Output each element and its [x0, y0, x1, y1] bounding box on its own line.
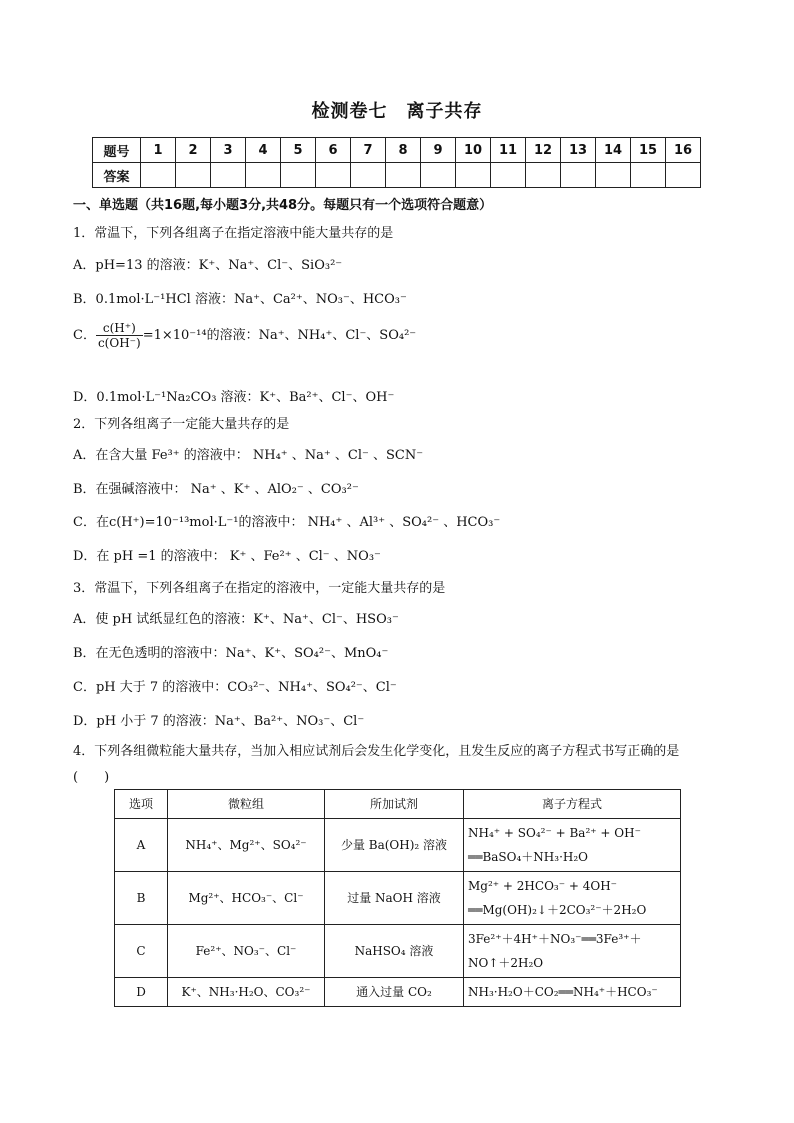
table-row	[115, 978, 681, 1007]
row-ionic-equation	[464, 925, 681, 978]
question-2-option-a: A．在含大量 Fe³⁺ 的溶液中： NH₄⁺ 、Na⁺ 、Cl⁻ 、SCN⁻	[73, 448, 424, 463]
equation-line-1: Mg²⁺ + 2HCO₃⁻ + 4OH⁻	[468, 879, 618, 893]
question-4-table	[114, 789, 681, 1007]
answer-cell[interactable]	[421, 163, 456, 188]
row-ionic-equation	[464, 978, 681, 1007]
answer-cell[interactable]	[666, 163, 701, 188]
row-option: B	[115, 872, 168, 925]
fraction-denominator: c(OH⁻)	[97, 336, 141, 350]
question-number-cell: 7	[351, 138, 386, 163]
answer-row	[93, 163, 701, 188]
row-reagent: NaHSO₄ 溶液	[325, 925, 464, 978]
question-number-cell: 9	[421, 138, 456, 163]
header-reagent: 所加试剂	[325, 790, 464, 819]
answer-cell[interactable]	[316, 163, 351, 188]
question-3-stem: 3．常温下，下列各组离子在指定的溶液中，一定能大量共存的是	[73, 581, 446, 596]
answer-cell[interactable]	[631, 163, 666, 188]
question-3-option-c: C．pH 大于 7 的溶液中：CO₃²⁻、NH₄⁺、SO₄²⁻、Cl⁻	[73, 680, 397, 695]
answer-cell[interactable]	[596, 163, 631, 188]
row-particle-group: NH₄⁺、Mg²⁺、SO₄²⁻	[168, 819, 325, 872]
page-title: 检测卷七 离子共存	[311, 101, 483, 122]
question-3-option-b: B．在无色透明的溶液中：Na⁺、K⁺、SO₄²⁻、MnO₄⁻	[73, 646, 389, 661]
answer-cell[interactable]	[491, 163, 526, 188]
answer-cell[interactable]	[246, 163, 281, 188]
question-number-cell: 6	[316, 138, 351, 163]
row-option: C	[115, 925, 168, 978]
answer-cell[interactable]	[526, 163, 561, 188]
row-particle-group: Fe²⁺、NO₃⁻、Cl⁻	[168, 925, 325, 978]
question-2-option-b: B．在强碱溶液中： Na⁺ 、K⁺ 、AlO₂⁻ 、CO₃²⁻	[73, 482, 359, 497]
answer-cell[interactable]	[281, 163, 316, 188]
row-reagent: 通入过量 CO₂	[325, 978, 464, 1007]
answer-cell[interactable]	[176, 163, 211, 188]
header-option: 选项	[115, 790, 168, 819]
equation-line-1: NH₄⁺ + SO₄²⁻ + Ba²⁺ + OH⁻	[468, 826, 641, 840]
row-label-answer: 答案	[93, 163, 141, 188]
question-2-option-c: C．在c(H⁺)=10⁻¹³mol·L⁻¹的溶液中： NH₄⁺ 、Al³⁺ 、SO₄²⁻ 、HCO₃⁻	[73, 515, 501, 530]
answer-cell[interactable]	[456, 163, 491, 188]
question-number-cell: 12	[526, 138, 561, 163]
question-3-option-a: A．使 pH 试纸显红色的溶液：K⁺、Na⁺、Cl⁻、HSO₃⁻	[73, 612, 399, 627]
question-number-cell: 3	[211, 138, 246, 163]
question-1-stem: 1．常温下，下列各组离子在指定溶液中能大量共存的是	[73, 226, 394, 241]
row-ionic-equation	[464, 819, 681, 872]
concentration-fraction	[96, 321, 143, 350]
question-number-cell: 2	[176, 138, 211, 163]
answer-cell[interactable]	[386, 163, 421, 188]
question-1-option-a: A．pH=13 的溶液：K⁺、Na⁺、Cl⁻、SiO₃²⁻	[73, 258, 343, 273]
question-number-cell: 1	[141, 138, 176, 163]
table-header-row	[115, 790, 681, 819]
question-number-row	[93, 138, 701, 163]
question-2-option-d: D．在 pH =1 的溶液中： K⁺ 、Fe²⁺ 、Cl⁻ 、NO₃⁻	[73, 549, 381, 564]
question-4-answer-parens: ( )	[73, 770, 110, 785]
equation-line-2: NO↑＋2H₂O	[468, 956, 544, 970]
answer-cell[interactable]	[351, 163, 386, 188]
equation-line-2: ══Mg(OH)₂↓＋2CO₃²⁻＋2H₂O	[468, 903, 647, 917]
table-row	[115, 819, 681, 872]
header-ionic-equation: 离子方程式	[464, 790, 681, 819]
row-reagent: 过量 NaOH 溶液	[325, 872, 464, 925]
answer-cell[interactable]	[561, 163, 596, 188]
question-number-cell: 15	[631, 138, 666, 163]
question-2-stem: 2．下列各组离子一定能大量共存的是	[73, 417, 290, 432]
table-row	[115, 872, 681, 925]
option-c-prefix: C．	[73, 328, 96, 343]
question-number-cell: 5	[281, 138, 316, 163]
section-heading: 一、单选题（共16题,每小题3分,共48分。每题只有一个选项符合题意）	[73, 198, 493, 213]
question-number-cell: 14	[596, 138, 631, 163]
equation-line-1: NH₃·H₂O＋CO₂══NH₄⁺＋HCO₃⁻	[468, 985, 658, 999]
question-number-cell: 4	[246, 138, 281, 163]
equation-line-1: 3Fe²⁺＋4H⁺＋NO₃⁻══3Fe³⁺＋	[468, 932, 642, 946]
row-particle-group: K⁺、NH₃·H₂O、CO₃²⁻	[168, 978, 325, 1007]
question-1-option-b: B．0.1mol·L⁻¹HCl 溶液：Na⁺、Ca²⁺、NO₃⁻、HCO₃⁻	[73, 292, 407, 307]
answer-cell[interactable]	[141, 163, 176, 188]
row-particle-group: Mg²⁺、HCO₃⁻、Cl⁻	[168, 872, 325, 925]
question-number-cell: 13	[561, 138, 596, 163]
equation-line-2: ══BaSO₄＋NH₃·H₂O	[468, 850, 588, 864]
header-particle-group: 微粒组	[168, 790, 325, 819]
table-row	[115, 925, 681, 978]
question-1-option-d: D．0.1mol·L⁻¹Na₂CO₃ 溶液：K⁺、Ba²⁺、Cl⁻、OH⁻	[73, 390, 395, 405]
question-1-option-c	[73, 321, 416, 350]
row-label-question-number: 题号	[93, 138, 141, 163]
row-reagent: 少量 Ba(OH)₂ 溶液	[325, 819, 464, 872]
fraction-numerator: c(H⁺)	[96, 321, 143, 336]
question-number-cell: 16	[666, 138, 701, 163]
answer-table	[92, 137, 701, 188]
question-4-stem: 4．下列各组微粒能大量共存，当加入相应试剂后会发生化学变化，且发生反应的离子方程式书写正确的是	[73, 744, 680, 759]
question-number-cell: 11	[491, 138, 526, 163]
question-3-option-d: D．pH 小于 7 的溶液：Na⁺、Ba²⁺、NO₃⁻、Cl⁻	[73, 714, 365, 729]
option-c-rest: =1×10⁻¹⁴的溶液：Na⁺、NH₄⁺、Cl⁻、SO₄²⁻	[142, 328, 417, 343]
row-option: A	[115, 819, 168, 872]
answer-cell[interactable]	[211, 163, 246, 188]
row-ionic-equation	[464, 872, 681, 925]
question-number-cell: 10	[456, 138, 491, 163]
row-option: D	[115, 978, 168, 1007]
question-number-cell: 8	[386, 138, 421, 163]
